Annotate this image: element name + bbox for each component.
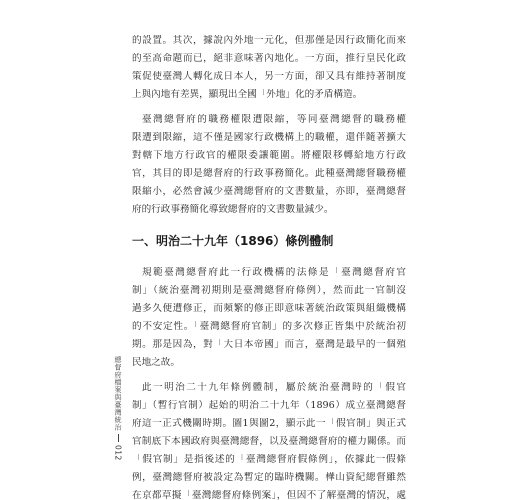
text-line: 的至高命題而已，絕非意味著內地化。一方面，推行皇民化政 (132, 53, 406, 64)
section-heading: 一、明治二十九年（1896）條例體制 (132, 234, 334, 248)
text-line: 在京都草擬「臺灣總督府條例案」，但因不了解臺灣的情況，處 (132, 490, 406, 500)
page-number: 012 (113, 445, 123, 461)
text-line: 過多久便遭修正，而頻繁的修正即意味著統治政策與組織機構 (132, 303, 406, 314)
text-line: 制」（統治臺灣初期則是臺灣總督府條例），然而此一官制沒 (132, 285, 406, 296)
text-line: 制」（暫行官制）起始的明治二十九年（1896）成立臺灣總督 (132, 400, 406, 411)
text-line: 策促使臺灣人轉化成日本人，另一方面，卻又具有維持著制度 (132, 71, 406, 82)
text-line: 府這一正式機關時期。圖1與圖2，顯示此一「假官制」與正式 (132, 418, 406, 429)
text-line: 對轄下地方行政官的權限委讓範圍。將權限移轉給地方行政 (132, 150, 406, 161)
running-header (110, 356, 126, 461)
text-line: 限遭到限縮，這不僅是國家行政機構上的職權，還伴隨著擴大 (132, 132, 406, 143)
text-line: 臺灣總督府的職務權限遭限縮，等同臺灣總督的職務權 (142, 114, 406, 125)
text-line: 例，臺灣總督府被設定為暫定的臨時機關。樺山資紀總督雖然 (132, 472, 406, 483)
text-line: 上與內地有差異，顯現出全國「外地」化的矛盾構造。 (132, 89, 363, 100)
text-line: 的不安定性。「臺灣總督府官制」的多次修正皆集中於統治初 (132, 321, 406, 332)
text-line: 民地之故。 (132, 357, 180, 368)
text-line: 官，其目的即是總督府的行政事務簡化。此種臺灣總督職務權 (132, 168, 406, 179)
text-line: 的設置。其次，據說內外地一元化，但那僅是因行政簡化而來 (132, 35, 406, 46)
text-line: 限縮小，必然會減少臺灣總督府的文書數量，亦即，臺灣總督 (132, 186, 406, 197)
text-line: 官制底下本國政府與臺灣總督，以及臺灣總督府的權力關係。而 (132, 436, 406, 447)
text-line: 府的行政事務簡化導致總督府的文書數量減少。 (132, 204, 334, 215)
divider (118, 434, 119, 442)
text-line: 「假官制」是指後述的「臺灣總督府假條例」，依據此一假條 (132, 454, 406, 465)
book-title: 總督府檔案與臺灣統治 (114, 356, 122, 431)
text-line: 規範臺灣總督府此一行政機構的法條是「臺灣總督府官 (142, 267, 406, 278)
text-line: 此一明治二十九年條例體制，屬於統治臺灣時的「假官 (142, 382, 406, 393)
text-line: 期。那是因為，對「大日本帝國」而言，臺灣是最早的一個殖 (132, 339, 406, 350)
